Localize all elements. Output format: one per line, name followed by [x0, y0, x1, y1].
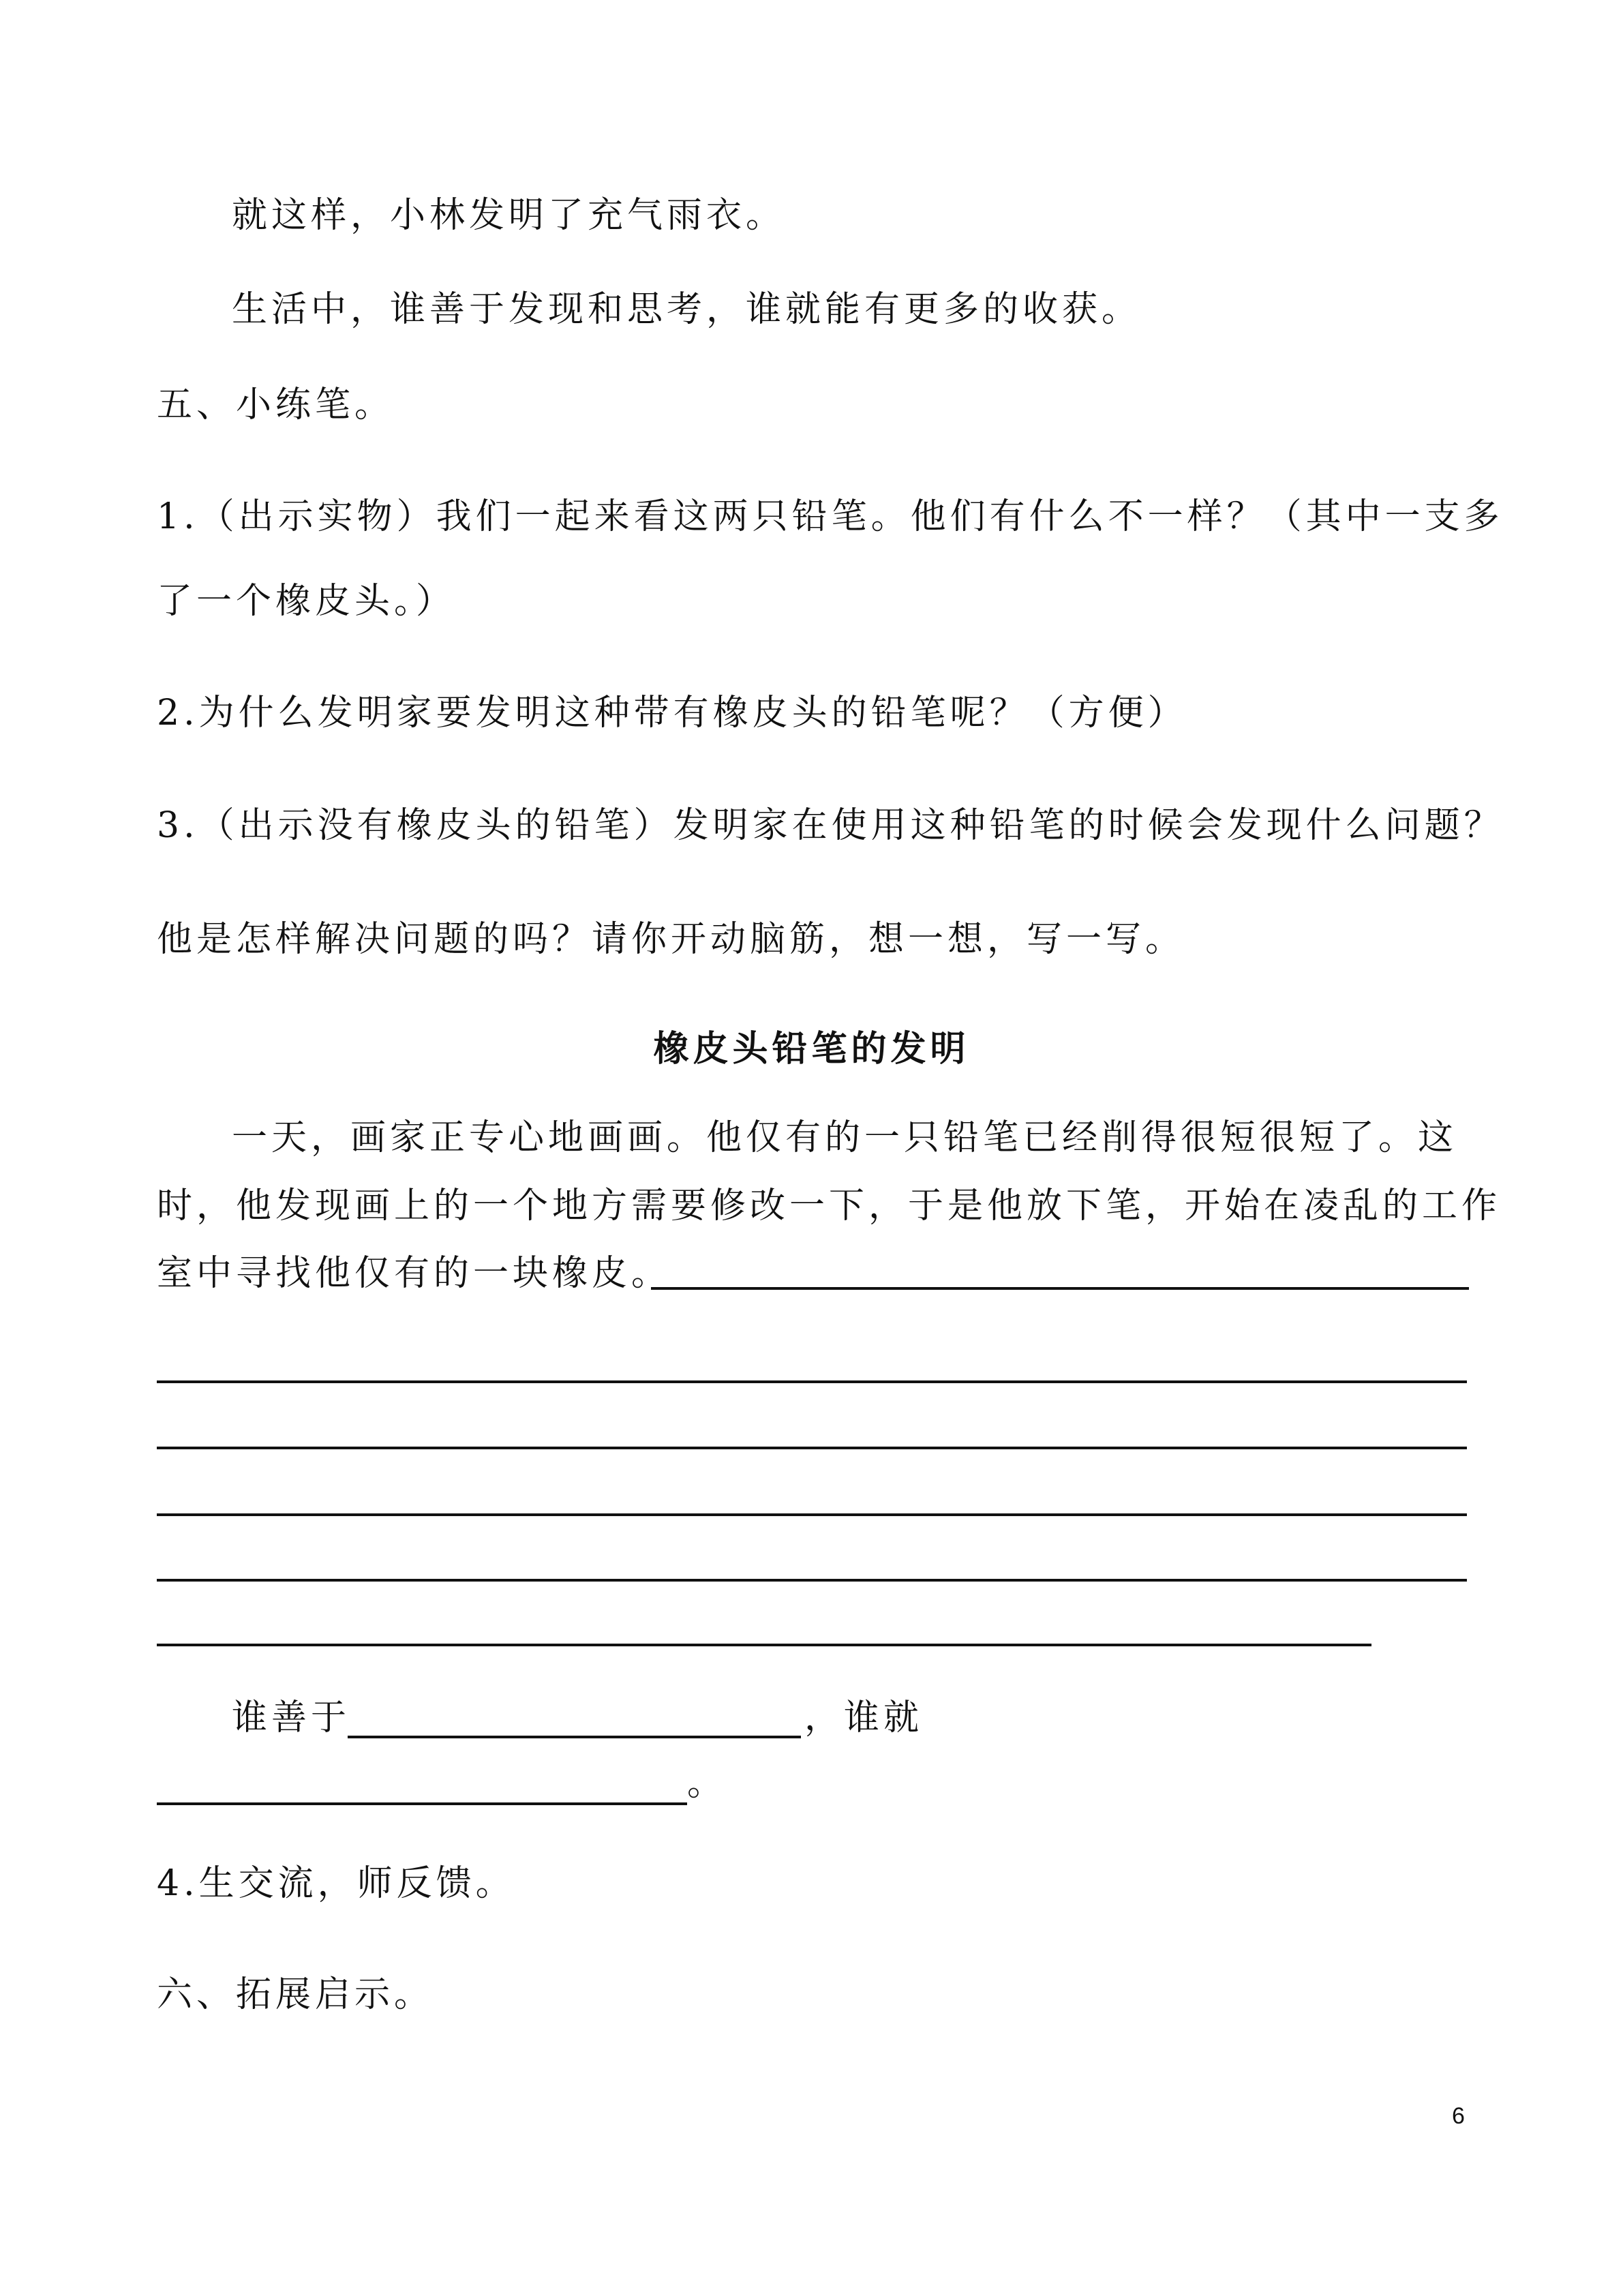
story-title: 橡皮头铅笔的发明: [653, 1028, 970, 1070]
writing-line-2[interactable]: [157, 1380, 1467, 1383]
story-line-2: 时，他发现画上的一个地方需要修改一下，于是他放下笔，开始在凌乱的工作: [157, 1185, 1502, 1226]
fill-in-blank-2[interactable]: [157, 1802, 687, 1805]
section-heading-5: 五、小练笔。: [157, 384, 395, 425]
fill-in-end: 。: [687, 1763, 727, 1804]
writing-line-5[interactable]: [157, 1579, 1467, 1582]
fill-in-blank-1[interactable]: [348, 1736, 801, 1738]
question-3-line-1: 3.（出示没有橡皮头的铅笔）发明家在使用这种铅笔的时候会发现什么问题？: [157, 805, 1504, 846]
paragraph-life-lesson: 生活中，谁善于发现和思考，谁就能有更多的收获。: [232, 289, 1142, 330]
question-1-line-2: 了一个橡皮头。）: [157, 581, 456, 622]
fill-in-prefix: 谁善于: [232, 1697, 351, 1738]
story-line-1: 一天，画家正专心地画画。他仅有的一只铅笔已经削得很短很短了。这: [232, 1117, 1458, 1158]
question-3-line-2: 他是怎样解决问题的吗？请你开动脑筋，想一想，写一写。: [157, 919, 1185, 960]
paragraph-invention-raincoat: 就这样，小林发明了充气雨衣。: [232, 195, 786, 236]
fill-in-middle: ，谁就: [804, 1697, 924, 1738]
writing-line-1[interactable]: [651, 1287, 1469, 1290]
writing-line-3[interactable]: [157, 1447, 1467, 1449]
section-heading-6: 六、拓展启示。: [157, 1974, 434, 2015]
page-number: 6: [1452, 2103, 1465, 2129]
story-line-3: 室中寻找他仅有的一块橡皮。: [157, 1253, 671, 1294]
writing-line-4[interactable]: [157, 1513, 1467, 1516]
question-1-line-1: 1.（出示实物）我们一起来看这两只铅笔。他们有什么不一样？（其中一支多: [157, 496, 1504, 537]
question-4: 4.生交流，师反馈。: [157, 1863, 515, 1904]
question-2: 2.为什么发明家要发明这种带有橡皮头的铅笔呢？（方便）: [157, 693, 1187, 734]
writing-line-6[interactable]: [157, 1644, 1371, 1646]
